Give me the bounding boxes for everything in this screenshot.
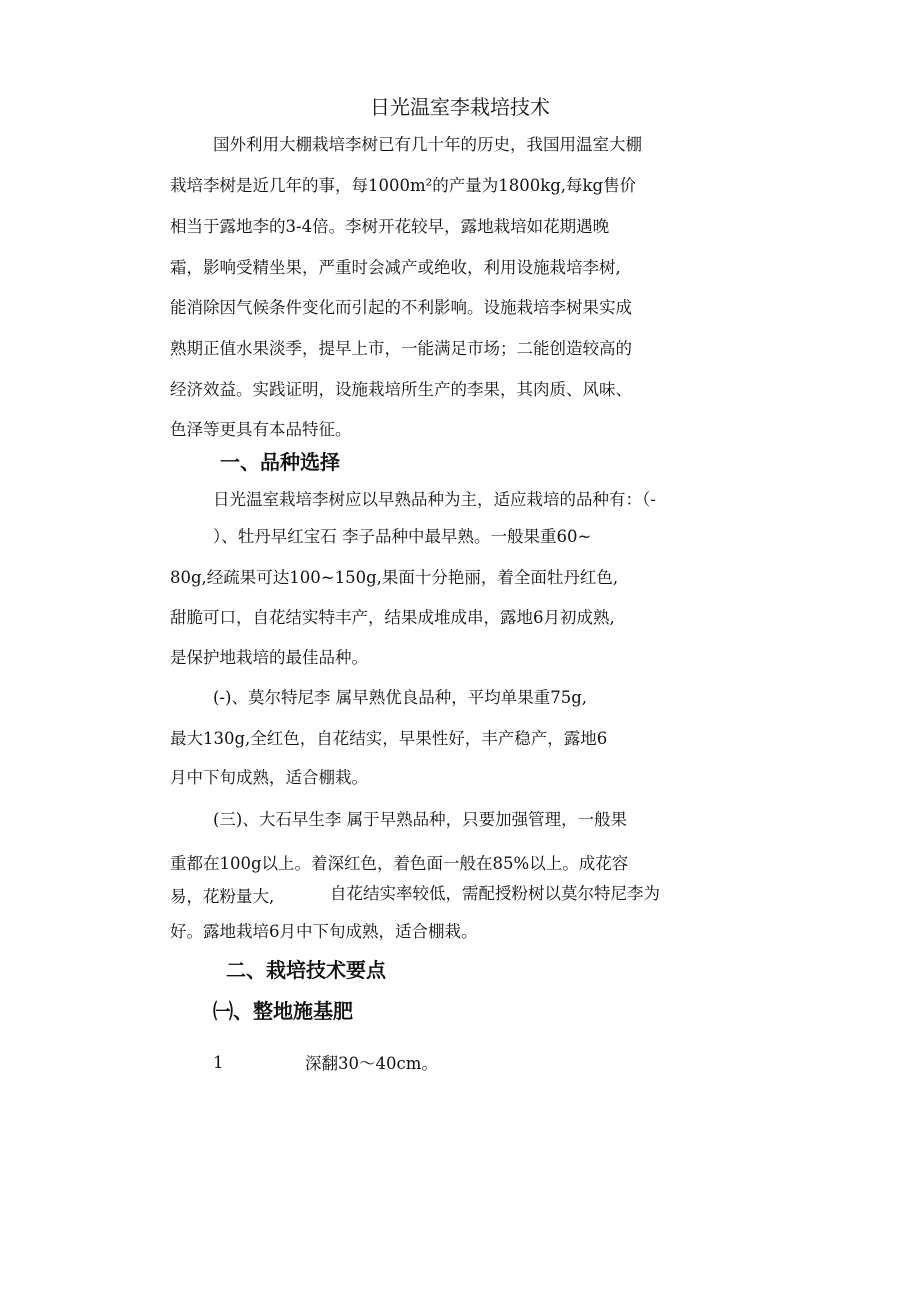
section1-line: 好。露地栽培6月中下旬成熟，适合棚栽。 [170, 922, 478, 941]
section1-line: (三)、大石早生李 属于早熟品种，只要加强管理，一般果 [213, 810, 628, 829]
section1-line: 月中下旬成熟，适合棚栽。 [170, 768, 368, 787]
intro-line: 能消除因气候条件变化而引起的不利影响。设施栽培李树果实成 [170, 298, 632, 317]
subheading-soil-fertilizer: ㈠、整地施基肥 [213, 999, 353, 1023]
section1-line: 最大130g,全红色，自花结实，早果性好，丰产稳产，露地6 [170, 729, 608, 748]
section-heading-technique: 二、栽培技术要点 [226, 958, 386, 982]
intro-line: 熟期正值水果淡季，提早上市，一能满足市场；二能创造较高的 [170, 339, 632, 358]
intro-line: 色泽等更具有本品特征。 [170, 420, 352, 439]
intro-line: 国外利用大棚栽培李树已有几十年的历史，我国用温室大棚 [213, 135, 642, 154]
section1-line: 是保护地栽培的最佳品种。 [170, 648, 368, 667]
section1-line: 80g,经疏果可达100~150g,果面十分艳丽，着全面牡丹红色, [170, 568, 619, 587]
section1-line: (-)、莫尔特尼李 属早熟优良品种，平均单果重75g, [213, 688, 587, 707]
item-text: 深翻30～40cm。 [305, 1054, 438, 1073]
section1-line: ）、牡丹早红宝石 李子品种中最早熟。一般果重60~ [213, 527, 592, 546]
intro-line: 栽培李树是近几年的事，每1000m²的产量为1800kg,每kg售价 [170, 176, 637, 195]
intro-line: 相当于露地李的3-4倍。李树开花较早，露地栽培如花期遇晚 [170, 217, 610, 236]
section1-line: 重都在100g以上。着深红色，着色面一般在85%以上。成花容 [170, 854, 629, 873]
section1-line: 甜脆可口，自花结实特丰产，结果成堆成串，露地6月初成熟, [170, 608, 615, 627]
section1-split-right: 自花结实率较低，需配授粉树以莫尔特尼李为 [330, 884, 660, 903]
document-title: 日光温室李栽培技术 [370, 95, 550, 119]
item-number: 1 [213, 1053, 224, 1072]
intro-line: 经济效益。实践证明，设施栽培所生产的李果，其肉质、风味、 [170, 380, 632, 399]
section1-split-left: 易，花粉量大, [170, 887, 275, 906]
section-heading-variety: 一、品种选择 [220, 450, 340, 474]
intro-line: 霜，影响受精坐果，严重时会减产或绝收，利用设施栽培李树, [170, 258, 621, 277]
section1-line: 日光温室栽培李树应以早熟品种为主，适应栽培的品种有：（- [213, 490, 656, 509]
